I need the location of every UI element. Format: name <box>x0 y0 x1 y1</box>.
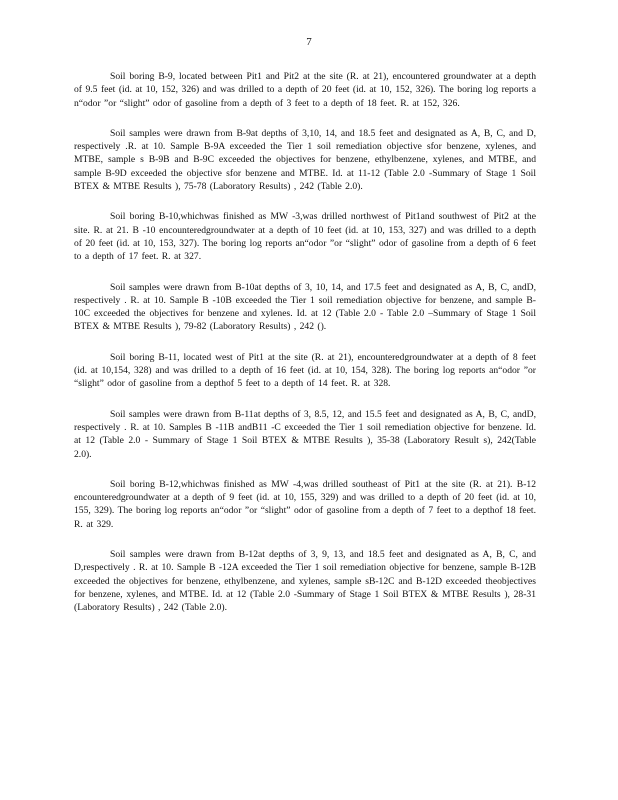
paragraph-b9-samples: Soil samples were drawn from B-9at depths of 3,10, 14, and 18.5 feet and designated as A, B, C, and D, respectively .R. at 10. Sample B-9A exceeded the Tier 1 soil remediation objective sfor benzene, xylenes, and MTBE, sample s B-9B and B-9C exceeded the objectives for benzene, ethylbenzene, xylenes, and MTBE, and sample B-9D exceeded the objective sfor benzene and MTBE. Id. at 11-12 (Table 2.0 -Summary of Stage 1 Soil BTEX & MTBE Results ), 75-78 (Laboratory Results) , 242 (Table 2.0). <box>74 127 536 193</box>
paragraph-b10-samples: Soil samples were drawn from B-10at depths of 3, 10, 14, and 17.5 feet and designated as A, B, C, andD, respectively . R. at 10. Sample B -10B exceeded the Tier 1 soil remediation objective for benzene, and sample B-10C exceeded the objectives for benzene and xylenes. Id. at 12 (Table 2.0 - Table 2.0 –Summary of Stage 1 Soil BTEX & MTBE Results ), 79-82 (Laboratory Results) , 242 (). <box>74 281 536 333</box>
paragraph-b12-samples: Soil samples were drawn from B-12at depths of 3, 9, 13, and 18.5 feet and designated as A, B, C, and D,respectively . R. at 10. Sample B -12A exceeded the Tier 1 soil remediation objective for benzene, sample B-12B exceeded the objectives for benzene, ethylbenzene, and xylenes, sample sB-12C and B-12D exceeded theobjectives for benzene, xylenes, and MTBE. Id. at 12 (Table 2.0 -Summary of Stage 1 Soil BTEX & MTBE Results ), 28-31 (Laboratory Results) , 242 (Table 2.0). <box>74 549 536 614</box>
paragraph-b10-boring: Soil boring B-10,whichwas finished as MW -3,was drilled northwest of Pit1and southwest of Pit2 at the site. R. at 21. B -10 encounteredgroundwater at a depth of 10 feet (id. at 10, 153, 327) and was drilled to a depth of 20 feet (id. at 10, 153, 327). The boring log reports an“odor ”or “slight” odor of gasoline from a depth of 6 feet to a depth of 17 feet. R. at 327. <box>74 211 536 263</box>
paragraph-b11-boring: Soil boring B-11, located west of Pit1 at the site (R. at 21), encounteredgroundwater at a depth of 8 feet (id. at 10,154, 328) and was drilled to a depth of 16 feet (id. at 10, 154, 328). The boring log reports an“odor ”or “slight” odor of gasoline from a depthof 5 feet to a depth of 14 feet. R. at 328. <box>74 351 536 390</box>
document-body <box>74 70 536 632</box>
paragraph-b12-boring: Soil boring B-12,whichwas finished as MW -4,was drilled southeast of Pit1 at the site (R. at 21). B-12 encounteredgroundwater at a depth of 9 feet (id. at 10, 155, 329) and was drilled to a depth of 20 feet (id. at 10, 155, 329). The boring log reports an“odor ”or “slight” odor of gasoline from a depth of 7 feet to a depthof 18 feet. R. at 329. <box>74 478 536 530</box>
paragraph-b11-samples: Soil samples were drawn from B-11at depths of 3, 8.5, 12, and 15.5 feet and designated as A, B, C, andD, respectively . R. at 10. Samples B -11B andB11 -C exceeded the Tier 1 soil remediation objective for benzene. Id. at 12 (Table 2.0 - Summary of Stage 1 Soil BTEX & MTBE Results ), 35-38 (Laboratory Result s), 242(Table 2.0). <box>74 408 536 460</box>
paragraph-b9-boring: Soil boring B-9, located between Pit1 and Pit2 at the site (R. at 21), encountered groundwater at a depth of 9.5 feet (id. at 10, 152, 326) and was drilled to a depth of 20 feet (id. at 10, 152, 326). The boring log reports a n“odor ”or “slight” odor of gasoline from a depth of 3 feet to a depth of 18 feet. R. at 152, 326. <box>74 71 536 109</box>
page-number: 7 <box>306 36 312 48</box>
